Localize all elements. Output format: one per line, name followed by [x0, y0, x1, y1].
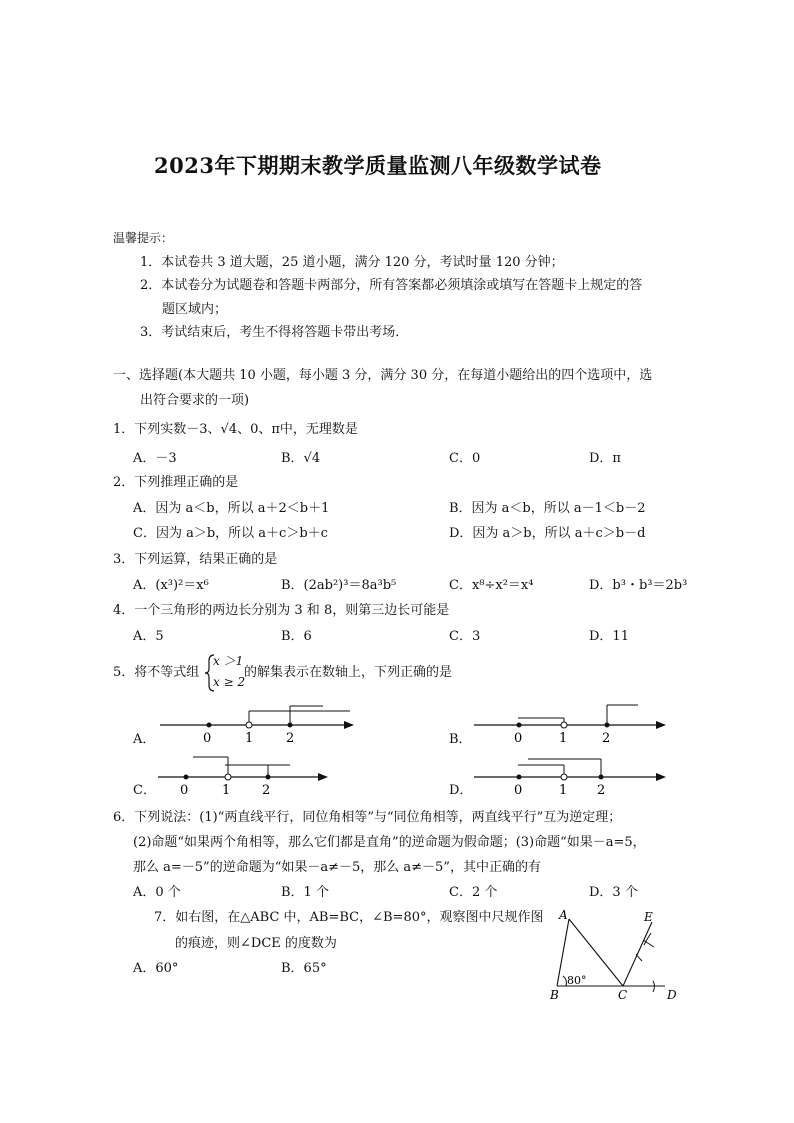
- q4-option-b: B．6: [281, 629, 312, 644]
- q3-option-d: D．b³・b³＝2b³: [589, 578, 688, 593]
- q5-number-line-d: [466, 752, 681, 802]
- angle-label: 80°: [567, 974, 587, 987]
- q3-option-b: B．(2ab²)³＝8a³b⁵: [281, 578, 397, 593]
- q6-line-1: 6．下列说法：(1)“两直线平行，同位角相等”与“同位角相等，两直线平行”互为逆定理；: [113, 810, 622, 825]
- q1-option-d: D．π: [589, 451, 621, 466]
- notice-heading: 温馨提示：: [113, 231, 174, 245]
- q5-option-b-label: B．: [449, 732, 472, 747]
- q5-number-line-b: [466, 700, 681, 750]
- q7-option-a: A．60°: [133, 961, 179, 976]
- q3-option-c: C．x⁸÷x²＝x⁴: [449, 578, 534, 593]
- q1-option-c: C．0: [449, 451, 481, 466]
- tick-label-1: 1: [245, 731, 254, 746]
- q4-option-d: D．11: [589, 629, 629, 644]
- tick-label-0: 0: [514, 731, 523, 746]
- tick-label-0: 0: [180, 783, 189, 798]
- q5-stem-after: 的解集表示在数轴上，下列正确的是: [244, 665, 453, 680]
- tick-label-1: 1: [559, 731, 568, 746]
- q7-line-1: 7．如右图，在△ABC 中，AB=BC，∠B=80°，观察图中尺规作图: [154, 910, 544, 925]
- q6-line-2: (2)命题“如果两个角相等，那么它们都是直角”的逆命题为假命题；(3)命题“如果－a=5，: [133, 835, 646, 850]
- q7-line-2: 的痕迹，则∠DCE 的度数为: [175, 936, 337, 951]
- q6-option-c: C．2 个: [449, 885, 498, 900]
- q2-option-b: B．因为 a＜b，所以 a－1＜b－2: [449, 501, 646, 516]
- notice-item-3: 3．考试结束后，考生不得将答题卡带出考场．: [140, 325, 409, 340]
- tick-label-2: 2: [597, 783, 606, 798]
- q5-option-d-label: D．: [449, 783, 473, 798]
- label-e: E: [644, 910, 653, 924]
- q4-option-c: C．3: [449, 629, 481, 644]
- q2-stem: 2．下列推理正确的是: [113, 475, 239, 490]
- tick-label-2: 2: [286, 731, 295, 746]
- q4-option-a: A．5: [133, 629, 164, 644]
- q6-option-a: A．0 个: [133, 885, 181, 900]
- q5-number-line-a: [150, 700, 365, 750]
- q4-stem: 4．一个三角形的两边长分别为 3 和 8，则第三边长可能是: [113, 603, 450, 618]
- q2-option-a: A．因为 a＜b，所以 a＋2＜b＋1: [133, 501, 330, 516]
- q5-option-a-label: A．: [133, 732, 156, 747]
- label-a: A: [559, 908, 568, 922]
- q2-option-d: D．因为 a＞b，所以 a＋c＞b－d: [449, 526, 646, 541]
- q7-option-b: B．65°: [281, 961, 327, 976]
- q6-line-3: 那么 a=－5”的逆命题为“如果－a≠－5，那么 a≠－5”，其中正确的有: [133, 860, 541, 875]
- q5-stem-before: 5．将不等式组: [113, 665, 200, 680]
- q3-option-a: A．(x³)²＝x⁶: [133, 578, 209, 593]
- q2-option-c: C．因为 a＞b，所以 a＋c＞b＋c: [133, 526, 328, 541]
- q5-option-c-label: C．: [133, 783, 156, 798]
- tick-label-0: 0: [203, 731, 212, 746]
- label-d: D: [667, 988, 677, 1002]
- q3-stem: 3．下列运算，结果正确的是: [113, 552, 278, 567]
- notice-item-1: 1．本试卷共 3 道大题，25 道小题，满分 120 分，考试时量 120 分钟；: [140, 255, 564, 270]
- q1-stem: 1．下列实数－3、√4、0、π中，无理数是: [113, 422, 358, 437]
- notice-item-2-cont: 题区域内；: [162, 302, 228, 317]
- tick-label-2: 2: [602, 731, 611, 746]
- q7-geometry-figure: [545, 905, 690, 1005]
- tick-label-1: 1: [559, 783, 568, 798]
- label-b: B: [550, 988, 559, 1002]
- q6-option-d: D．3 个: [589, 885, 638, 900]
- label-c: C: [618, 988, 628, 1002]
- q5-number-line-c: [150, 752, 365, 802]
- notice-item-2: 2．本试卷分为试题卷和答题卡两部分，所有答案都必须填涂或填写在答题卡上规定的答: [140, 278, 643, 293]
- tick-label-0: 0: [514, 783, 523, 798]
- q1-option-a: A．－3: [133, 451, 177, 466]
- q1-option-b: B．√4: [281, 451, 321, 466]
- section-heading-cont: 出符合要求的一项): [140, 393, 250, 408]
- page-title: 2023年下期期末教学质量监测八年级数学试卷: [154, 153, 602, 178]
- tick-label-1: 1: [222, 783, 231, 798]
- section-heading: 一、选择题(本大题共 10 小题，每小题 3 分，满分 30 分，在每道小题给出的四个选项中，选: [113, 368, 653, 383]
- q5-system-line-2: x ≥ 2: [213, 675, 246, 689]
- q5-system-line-1: x ＞1: [213, 654, 244, 668]
- q6-option-b: B．1 个: [281, 885, 329, 900]
- tick-label-2: 2: [262, 783, 271, 798]
